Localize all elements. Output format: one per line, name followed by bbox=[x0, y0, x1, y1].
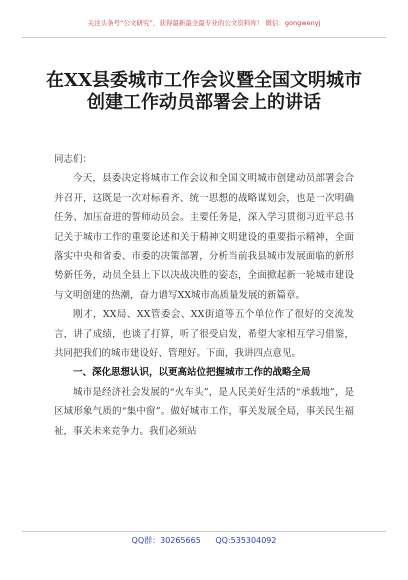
paragraph-2: 刚才，XX局、XX管委会、XX街道等五个单位作了很好的交流发言，讲了成绩，也谈了打算，听了很受启发，希望大家相互学习借鉴，共同把我们的城市建设好、管理好。下面，我讲四点意见。 bbox=[54, 309, 354, 360]
document-body bbox=[54, 150, 354, 441]
footer bbox=[0, 535, 408, 546]
title-line-1: 在XX县委城市工作会议暨全国文明城市 bbox=[46, 70, 362, 91]
paragraph-1: 今天，县委决定将城市工作会议和全国文明城市创建动员部署会合并召开，这既是一次对标看齐、统一思想的战略谋划会，也是一次明确任务、加压奋进的誓师动员会。主要任务是，深入学习贯彻习近平总书记关于城市工作的重要论述和关于精神文明建设的重要指示精神，全面落实中央和省委、市委的决策部署，分析当前我县城市发展面临的新形势新任务，动员全县上下以决战决胜的姿态，全面掀起新一轮城市建设与文明创建的热潮，奋力谱写XX城市高质量发展的新篇章。 bbox=[54, 173, 354, 301]
title-line-2: 创建工作动员部署会上的讲话 bbox=[87, 92, 321, 113]
section-1-paragraph: 城市是经济社会发展的“火车头”，是人民美好生活的“承载地”，是区域形象气质的“集中窗”。做好城市工作，事关发展全局，事关民生福祉，事关未来竞争力。我们必须站 bbox=[54, 386, 354, 437]
footer-qq-contact: QQ:535304092 bbox=[215, 536, 277, 545]
greeting: 同志们： bbox=[54, 154, 93, 165]
header-divider bbox=[22, 37, 386, 38]
footer-divider bbox=[22, 531, 386, 532]
header-note: 关注头条号“公文研究”，获得最新最全最专业的公文资料库！ 微信：gongwenyj bbox=[87, 19, 321, 27]
section-heading-1: 一、深化思想认识，以更高站位把握城市工作的战略全局 bbox=[73, 367, 311, 379]
footer-qq-group: QQ群：30265665 bbox=[131, 536, 201, 545]
document-title bbox=[0, 70, 408, 114]
